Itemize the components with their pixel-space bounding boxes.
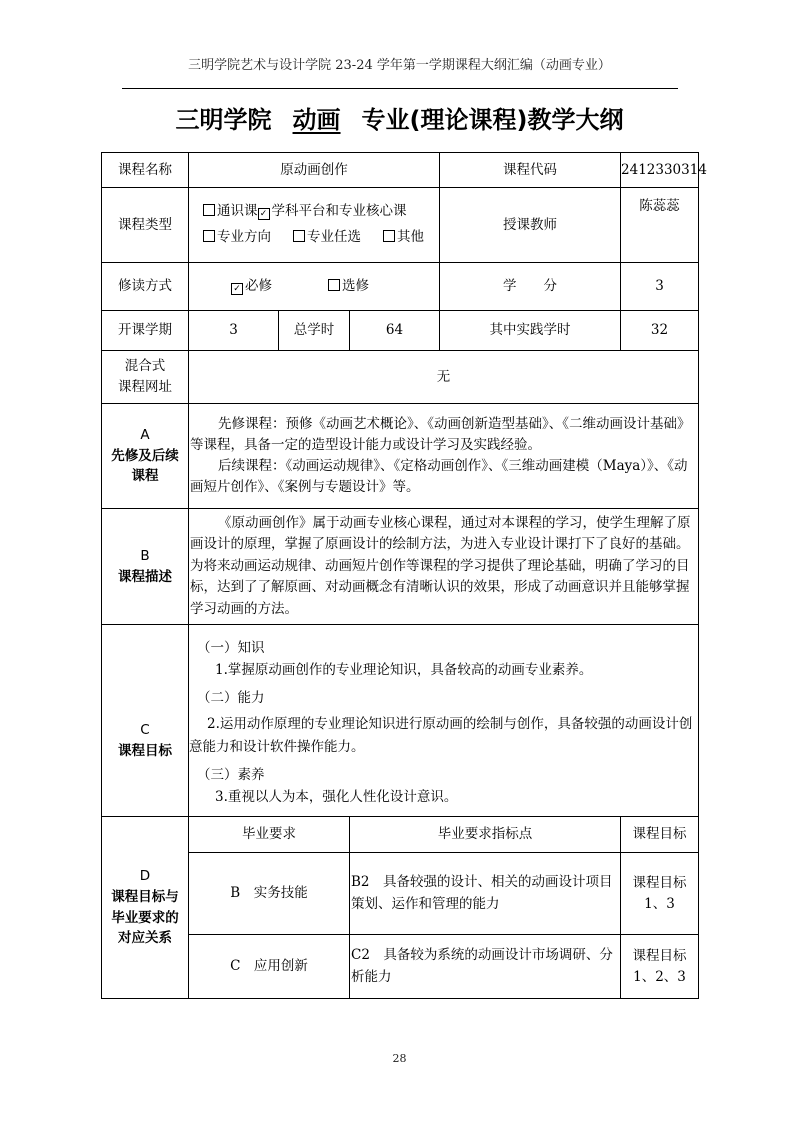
checkbox-core: [258, 208, 270, 220]
checkbox-general: [203, 204, 215, 216]
page-number: 28: [392, 1052, 407, 1065]
checkbox-optional: [293, 230, 305, 242]
option-other: 其他: [397, 229, 424, 245]
page-header: 三明学院艺术与设计学院 23-24 学年第一学期课程大纲汇编（动画专业）: [188, 58, 611, 73]
option-direction: 专业方向: [217, 229, 271, 245]
check-mark-icon: ✓: [233, 284, 241, 295]
semester-label: 开课学期: [102, 311, 189, 351]
checkbox-direction: [203, 230, 215, 242]
practice-hours-label: 其中实践学时: [440, 311, 621, 351]
blended-label-line2: 课程网址: [118, 379, 172, 395]
section-c-label-text: 课程目标: [118, 742, 172, 759]
semester-value: 3: [189, 311, 279, 351]
title-prefix: 三明学院: [175, 106, 272, 134]
title-suffix: 专业(理论课程)教学大纲: [361, 106, 624, 134]
document-title: [0, 100, 799, 135]
course-type-label: 课程类型: [102, 188, 189, 263]
total-hours-label: 总学时: [279, 311, 350, 351]
header-rule: [122, 88, 678, 89]
course-code: 2412330314: [621, 153, 699, 188]
teacher-name: 陈蕊蕊: [621, 188, 699, 263]
credit-label: 学 分: [440, 263, 621, 311]
section-c-letter: C: [140, 721, 150, 738]
objective-heading-knowledge: （一）知识: [197, 639, 265, 656]
section-d-label-line1: 课程目标与: [111, 888, 179, 905]
blended-label-line1: 混合式: [124, 358, 166, 375]
blended-url: 无: [189, 351, 699, 404]
follow-up-text: 后续课程：《动画运动规律》、《定格动画创作》、《三维动画建模（Maya）》、《动画短片创作》、《案例与专题设计》等。: [190, 458, 688, 495]
section-b-label: [102, 509, 189, 625]
checkbox-other: [383, 230, 395, 242]
objective-heading-literacy: （三）素养: [197, 766, 265, 783]
mapping-row-goal: 课程目标 1、2、3: [621, 935, 699, 999]
objective-text-ability: 2.运用动作原理的专业理论知识进行原动画的绘制与创作，具备较强的动画设计创意能力和设计软件操作能力。: [189, 716, 693, 755]
section-a-label-line2: 课程: [131, 468, 159, 485]
section-c-label: [102, 625, 189, 817]
section-d-label-line2: 毕业要求的: [111, 909, 179, 926]
section-a-label-line1: 先修及后续: [111, 447, 179, 464]
blended-label: [102, 351, 189, 404]
mapping-header-goal: 课程目标: [621, 817, 699, 853]
credit-value: 3: [621, 263, 699, 311]
check-mark-icon: ✓: [259, 209, 268, 220]
syllabus-table: [101, 152, 707, 999]
study-mode-options: [189, 263, 440, 311]
section-c-content: [189, 625, 699, 817]
section-a-letter: A: [140, 426, 150, 443]
mapping-header-indicator: 毕业要求指标点: [350, 817, 621, 853]
practice-hours-value: 32: [621, 311, 699, 351]
course-name: 原动画创作: [189, 153, 440, 188]
course-code-label: 课程代码: [440, 153, 621, 188]
section-a-label: [102, 404, 189, 509]
option-general: 通识课: [217, 203, 258, 220]
option-core: 学科平台和专业核心课: [271, 203, 407, 220]
course-name-label: 课程名称: [102, 153, 189, 188]
course-type-options: [189, 188, 440, 263]
mapping-row-goal: 课程目标 1、3: [621, 853, 699, 935]
mapping-row-requirement: B 实务技能: [189, 853, 350, 935]
objective-heading-ability: （二）能力: [197, 690, 265, 707]
checkbox-elective: [328, 279, 340, 291]
option-optional: 专业任选: [307, 229, 361, 245]
option-required: 必修: [245, 278, 272, 295]
mapping-header-requirement: 毕业要求: [189, 817, 350, 853]
section-d-letter: D: [139, 867, 151, 884]
course-description-text: 《原动画创作》属于动画专业核心课程，通过对本课程的学习，使学生理解了原画设计的原理，掌握了原画设计的绘制方法，为进入专业设计课打下了良好的基础。为将来动画运动规律、动画短片创作等课程的学习提供了理论基础，明确了学习的目标，达到了了解原画、对动画概念有清晰认识的效果，形成了动画意识并且能够掌握学习动画的方法。: [190, 514, 691, 617]
title-major: 动画: [292, 106, 341, 134]
checkbox-required: [231, 283, 243, 295]
section-b-label-text: 课程描述: [118, 568, 172, 585]
teacher-label: 授课教师: [440, 188, 621, 263]
section-d-label-line3: 对应关系: [118, 930, 172, 947]
section-b-content: [189, 509, 699, 625]
section-a-content: [189, 404, 699, 509]
section-d-label: [102, 817, 189, 999]
total-hours-value: 64: [350, 311, 440, 351]
mapping-row-requirement: C 应用创新: [189, 935, 350, 999]
objective-text-literacy: 3.重视以人为本，强化人性化设计意识。: [215, 789, 458, 806]
mapping-row-indicator: B2 具备较强的设计、相关的动画设计项目策划、运作和管理的能力: [350, 853, 621, 935]
prerequisite-text: 先修课程：预修《动画艺术概论》、《动画创新造型基础》、《二维动画设计基础》等课程，具备一定的造型设计能力或设计学习及实践经验。: [190, 416, 691, 454]
option-elective: 选修: [342, 278, 369, 295]
study-mode-label: 修读方式: [102, 263, 189, 311]
section-b-letter: B: [140, 547, 150, 564]
objective-text-knowledge: 1.掌握原动画创作的专业理论知识，具备较高的动画专业素养。: [215, 661, 593, 678]
mapping-row-indicator: C2 具备较为系统的动画设计市场调研、分析能力: [350, 935, 621, 999]
